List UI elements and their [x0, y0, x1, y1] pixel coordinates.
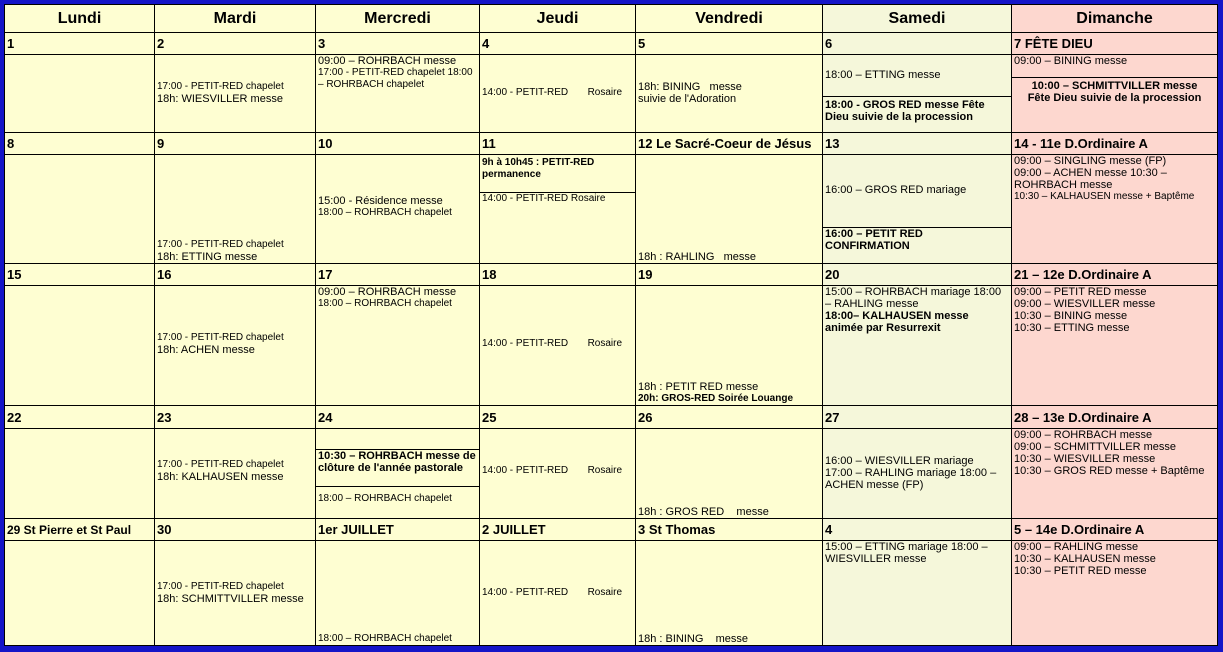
event-cell — [155, 154, 316, 263]
date-cell: 5 — [636, 33, 823, 55]
event-line: 17:00 - PETIT-RED chapelet — [157, 458, 284, 470]
event-line: 14:00 - PETIT-RED Rosaire — [482, 87, 623, 99]
event-cell — [5, 285, 155, 406]
event-line: 18h: ACHEN messe — [157, 343, 255, 356]
event-cell — [155, 428, 316, 519]
event-line: 09:00 – SINGLING messe (FP) — [1014, 154, 1167, 167]
event-line: 18h : GROS RED messe — [638, 506, 769, 519]
event-line: 17:00 - PETIT-RED chapelet — [157, 238, 284, 250]
event-line: 09:00 – ROHRBACH messe — [318, 285, 457, 298]
event-line: 18h: SCHMITTVILLER messe — [157, 593, 304, 606]
date-cell: 12 Le Sacré-Coeur de Jésus — [636, 132, 823, 154]
event-cell — [480, 428, 636, 519]
event-line: 10:30 – KALHAUSEN messe + Baptême — [1014, 190, 1195, 202]
date-cell: 22 — [5, 406, 155, 428]
event-line: suivie de l'Adoration — [638, 93, 737, 106]
event-line: 16:00 – PETIT RED CONFIRMATION — [823, 227, 1011, 252]
event-line: 09:00 – RAHLING messe — [1014, 541, 1139, 554]
date-cell: 9 — [155, 132, 316, 154]
event-line: 09:00 – PETIT RED messe — [1014, 285, 1147, 298]
event-cell — [155, 55, 316, 132]
date-cell: 4 — [823, 519, 1012, 541]
event-cell — [155, 541, 316, 646]
event-line: 18h: WIESVILLER messe — [157, 93, 283, 106]
event-line: 09:00 – BINING messe — [1014, 55, 1128, 68]
event-line: 15:00 – ETTING mariage 18:00 – WIESVILLER messe — [825, 541, 988, 566]
date-label: 29 St Pierre et St Paul — [7, 523, 132, 538]
date-cell: 6 — [823, 33, 1012, 55]
date-cell: 11 — [480, 132, 636, 154]
header-samedi: Samedi — [823, 5, 1012, 33]
event-cell — [316, 541, 480, 646]
date-cell — [5, 519, 155, 541]
event-cell — [1012, 55, 1218, 132]
event-line: 18h: ETTING messe — [157, 250, 258, 263]
date-cell: 28 – 13e D.Ordinaire A — [1012, 406, 1218, 428]
event-line: 09:00 – ROHRBACH messe — [318, 55, 457, 68]
date-cell: 3 St Thomas — [636, 519, 823, 541]
event-line: 18:00 - GROS RED messe Fête Dieu suivie de la procession — [823, 96, 1011, 131]
event-line: 18h: BINING messe — [638, 81, 742, 94]
event-line: 18h : BINING messe — [638, 633, 749, 645]
event-cell — [5, 541, 155, 646]
event-line: 09:00 – SCHMITTVILLER messe — [1014, 440, 1177, 453]
date-cell: 19 — [636, 263, 823, 285]
event-line: 10:30 – WIESVILLER messe — [1014, 452, 1156, 465]
event-line: 17:00 - PETIT-RED chapelet — [157, 581, 284, 593]
date-cell: 5 – 14e D.Ordinaire A — [1012, 519, 1218, 541]
event-line: 18h : PETIT RED messe — [638, 381, 759, 394]
event-line: 10:00 – SCHMITTVILLER messe Fête Dieu suivie de la procession — [1012, 77, 1217, 104]
event-line: 18:00 – ROHRBACH chapelet — [318, 633, 452, 644]
event-cell — [480, 541, 636, 646]
event-cell — [823, 285, 1012, 406]
event-line: 09:00 – WIESVILLER messe — [1014, 297, 1156, 310]
event-cell — [155, 285, 316, 406]
date-cell: 23 — [155, 406, 316, 428]
event-line: 18:00 – ROHRBACH chapelet — [318, 206, 452, 218]
date-cell: 15 — [5, 263, 155, 285]
date-cell: 26 — [636, 406, 823, 428]
event-cell — [1012, 285, 1218, 406]
event-cell — [823, 428, 1012, 519]
date-cell: 13 — [823, 132, 1012, 154]
header-dimanche: Dimanche — [1012, 5, 1218, 33]
event-line: 17:00 – RAHLING mariage 18:00 – ACHEN messe (FP) — [825, 466, 997, 491]
event-line: 18:00– KALHAUSEN messe animée par Resurrexit — [825, 309, 969, 334]
date-cell: 16 — [155, 263, 316, 285]
event-line: 14:00 - PETIT-RED Rosaire — [482, 587, 623, 599]
event-cell — [316, 154, 480, 263]
event-cell — [1012, 541, 1218, 646]
event-cell — [636, 541, 823, 646]
date-cell: 4 — [480, 33, 636, 55]
event-cell — [480, 55, 636, 132]
event-line: 18h : RAHLING messe — [638, 250, 756, 263]
event-cell — [636, 55, 823, 132]
date-cell: 24 — [316, 406, 480, 428]
event-line: 10:30 – ETTING messe — [1014, 321, 1130, 334]
event-line: 18:00 – ROHRBACH chapelet — [318, 297, 452, 309]
event-cell — [5, 154, 155, 263]
date-cell: 25 — [480, 406, 636, 428]
event-cell — [636, 285, 823, 406]
date-cell: 20 — [823, 263, 1012, 285]
event-line: 14:00 - PETIT-RED Rosaire — [482, 337, 623, 349]
event-cell — [636, 428, 823, 519]
event-cell — [1012, 154, 1218, 263]
event-line: 17:00 - PETIT-RED chapelet — [157, 81, 284, 93]
event-cell — [823, 55, 1012, 132]
event-line: 18:00 – ROHRBACH chapelet — [318, 492, 452, 504]
event-cell — [480, 285, 636, 406]
date-cell: 17 — [316, 263, 480, 285]
event-line: 17:00 - PETIT-RED chapelet 18:00 – ROHRBACH chapelet — [318, 67, 473, 91]
date-cell: 7 FÊTE DIEU — [1012, 33, 1218, 55]
header-mardi: Mardi — [155, 5, 316, 33]
event-line: 10:30 – PETIT RED messe — [1014, 565, 1147, 578]
event-line: 15:00 – ROHRBACH mariage 18:00 – RAHLING messe — [825, 285, 1002, 310]
date-cell: 21 – 12e D.Ordinaire A — [1012, 263, 1218, 285]
event-line: 14:00 - PETIT-RED Rosaire — [480, 192, 635, 205]
event-line: 10:30 – BINING messe — [1014, 309, 1128, 322]
event-line: 9h à 10h45 : PETIT-RED permanence — [482, 156, 595, 180]
date-cell: 10 — [316, 132, 480, 154]
event-cell — [5, 428, 155, 519]
event-line: 16:00 – GROS RED mariage — [825, 183, 967, 196]
event-cell — [316, 55, 480, 132]
header-vendredi: Vendredi — [636, 5, 823, 33]
event-line: 10:30 – KALHAUSEN messe — [1014, 553, 1156, 566]
date-cell: 2 — [155, 33, 316, 55]
event-line: 18h: KALHAUSEN messe — [157, 470, 284, 483]
date-cell: 27 — [823, 406, 1012, 428]
event-cell — [480, 154, 636, 263]
event-line: 10:30 – ROHRBACH messe de clôture de l'année pastorale — [316, 449, 479, 487]
event-cell — [1012, 428, 1218, 519]
event-cell — [823, 154, 1012, 263]
header-lundi: Lundi — [5, 5, 155, 33]
event-line: 17:00 - PETIT-RED chapelet — [157, 331, 284, 343]
event-line: 09:00 – ROHRBACH messe — [1014, 428, 1153, 441]
event-line: 10:30 – GROS RED messe + Baptême — [1014, 464, 1205, 477]
event-line: 15:00 - Résidence messe — [318, 194, 443, 207]
event-cell — [316, 428, 480, 519]
event-line: 09:00 – ACHEN messe 10:30 – ROHRBACH messe — [1014, 166, 1167, 191]
header-mercredi: Mercredi — [316, 5, 480, 33]
date-cell: 8 — [5, 132, 155, 154]
date-cell: 18 — [480, 263, 636, 285]
event-cell — [316, 285, 480, 406]
event-line: 18:00 – ETTING messe — [825, 69, 941, 82]
date-cell: 30 — [155, 519, 316, 541]
header-jeudi: Jeudi — [480, 5, 636, 33]
event-cell — [823, 541, 1012, 646]
date-cell: 14 - 11e D.Ordinaire A — [1012, 132, 1218, 154]
calendar-table — [4, 4, 1218, 646]
event-cell — [636, 154, 823, 263]
event-line: 16:00 – WIESVILLER mariage — [825, 454, 974, 467]
event-cell — [5, 55, 155, 132]
date-cell: 3 — [316, 33, 480, 55]
date-cell: 1 — [5, 33, 155, 55]
date-cell: 1er JUILLET — [316, 519, 480, 541]
event-line: 20h: GROS-RED Soirée Louange — [638, 393, 794, 405]
date-cell: 2 JUILLET — [480, 519, 636, 541]
event-line: 14:00 - PETIT-RED Rosaire — [482, 464, 623, 476]
